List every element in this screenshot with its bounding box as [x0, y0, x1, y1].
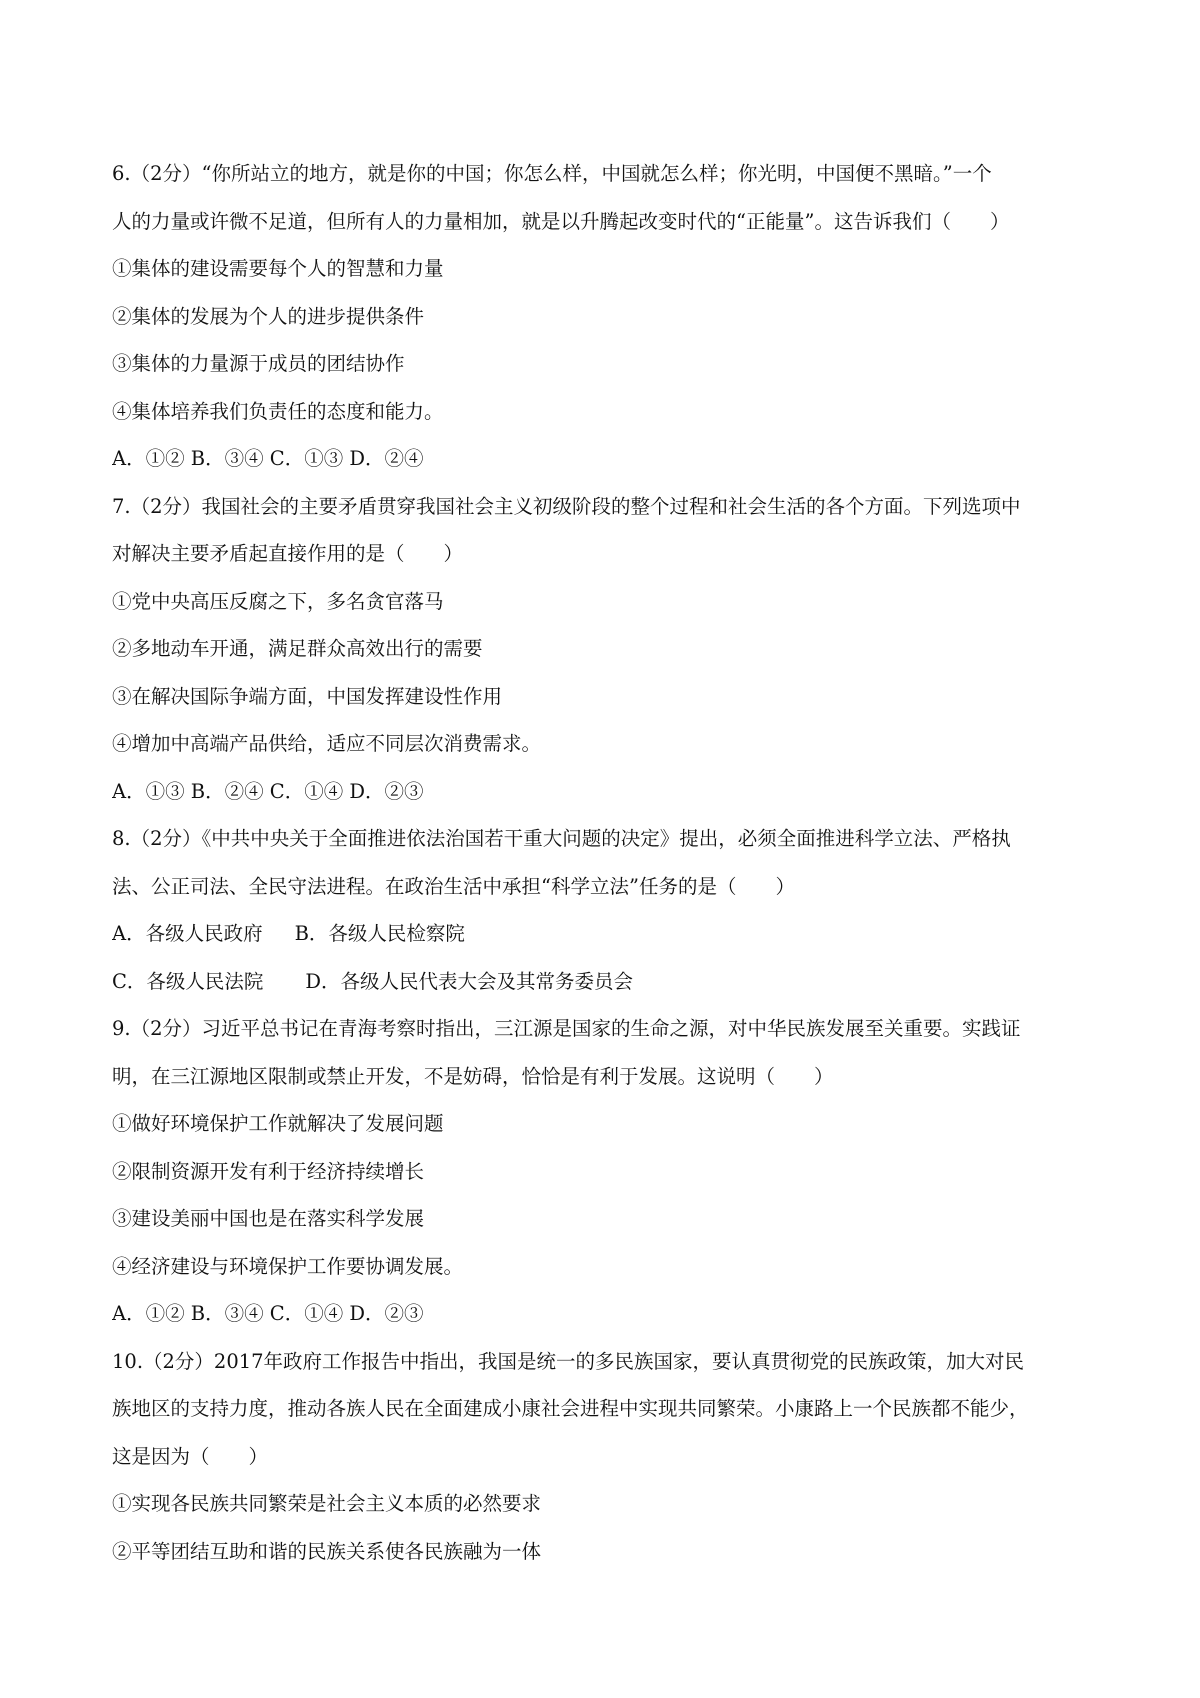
question-9-options: A．①② B．③④ C．①④ D．②③ — [112, 1302, 424, 1325]
question-9-item-4: ④经济建设与环境保护工作要协调发展。 — [112, 1254, 464, 1278]
question-7-item-2: ②多地动车开通，满足群众高效出行的需要 — [112, 637, 483, 660]
question-9-stem-line-2: 明，在三江源地区限制或禁止开发，不是妨碍，恰恰是有利于发展。这说明（ ） — [112, 1064, 834, 1088]
question-7-item-4: ④增加中高端产品供给，适应不同层次消费需求。 — [112, 732, 542, 755]
question-9-stem-line-1: 9.（2分）习近平总书记在青海考察时指出，三江源是国家的生命之源，对中华民族发展至关重要。实践证 — [112, 1017, 1021, 1040]
question-8-option-c: C．各级人民法院 — [112, 969, 264, 993]
question-8-option-row-1 — [112, 910, 1102, 958]
question-8-option-row-2 — [112, 958, 1102, 1006]
question-8-option-a: A．各级人民政府 — [112, 922, 263, 945]
question-6-stem-line-2: 人的力量或许微不足道，但所有人的力量相加，就是以升腾起改变时代的“正能量”。这告诉我们（ ） — [112, 209, 1010, 233]
question-7-item-3: ③在解决国际争端方面，中国发挥建设性作用 — [112, 684, 503, 708]
question-8-option-b: B．各级人民检察院 — [294, 922, 465, 945]
question-6-stem-line-1: 6.（2分）“你所站立的地方，就是你的中国；你怎么样，中国就怎么样；你光明，中国便不黑暗。”一个 — [112, 162, 992, 185]
question-6-item-2: ②集体的发展为个人的进步提供条件 — [112, 304, 425, 328]
question-9-item-1: ①做好环境保护工作就解决了发展问题 — [112, 1112, 444, 1135]
question-9-item-2: ②限制资源开发有利于经济持续增长 — [112, 1159, 425, 1183]
question-9-item-3: ③建设美丽中国也是在落实科学发展 — [112, 1207, 425, 1230]
question-9 — [112, 1005, 1102, 1338]
question-6 — [112, 150, 1102, 483]
question-8-stem-line-2: 法、公正司法、全民守法进程。在政治生活中承担“科学立法”任务的是（ ） — [112, 874, 795, 898]
question-8-stem-line-1: 8.（2分）《中共中央关于全面推进依法治国若干重大问题的决定》提出，必须全面推进科学立法、严格执 — [112, 827, 1011, 850]
question-7-stem-line-1: 7.（2分）我国社会的主要矛盾贯穿我国社会主义初级阶段的整个过程和社会生活的各个方面。下列选项中 — [112, 494, 1021, 518]
question-8-option-d: D．各级人民代表大会及其常务委员会 — [305, 969, 634, 993]
question-6-item-1: ①集体的建设需要每个人的智慧和力量 — [112, 257, 444, 280]
question-list — [112, 150, 1102, 1575]
question-7-item-1: ①党中央高压反腐之下，多名贪官落马 — [112, 589, 444, 613]
question-7-options: A．①③ B．②④ C．①④ D．②③ — [112, 779, 424, 803]
question-10-stem-line-2: 族地区的支持力度，推动各族人民在全面建成小康社会进程中实现共同繁荣。小康路上一个民族都不能少， — [112, 1397, 1029, 1420]
question-8 — [112, 815, 1102, 1005]
question-6-item-4: ④集体培养我们负责任的态度和能力。 — [112, 399, 444, 423]
question-7 — [112, 483, 1102, 816]
question-10-stem-line-1: 10.（2分）2017年政府工作报告中指出，我国是统一的多民族国家，要认真贯彻党的民族政策，加大对民 — [112, 1349, 1025, 1373]
question-6-options: A．①② B．③④ C．①③ D．②④ — [112, 447, 424, 470]
question-10-item-2: ②平等团结互助和谐的民族关系使各民族融为一体 — [112, 1539, 542, 1563]
question-10-item-1: ①实现各民族共同繁荣是社会主义本质的必然要求 — [112, 1492, 542, 1515]
question-10 — [112, 1338, 1102, 1576]
question-7-stem-line-2: 对解决主要矛盾起直接作用的是（ ） — [112, 542, 464, 565]
question-6-item-3: ③集体的力量源于成员的团结协作 — [112, 352, 405, 375]
question-10-stem-line-3: 这是因为（ ） — [112, 1444, 269, 1468]
